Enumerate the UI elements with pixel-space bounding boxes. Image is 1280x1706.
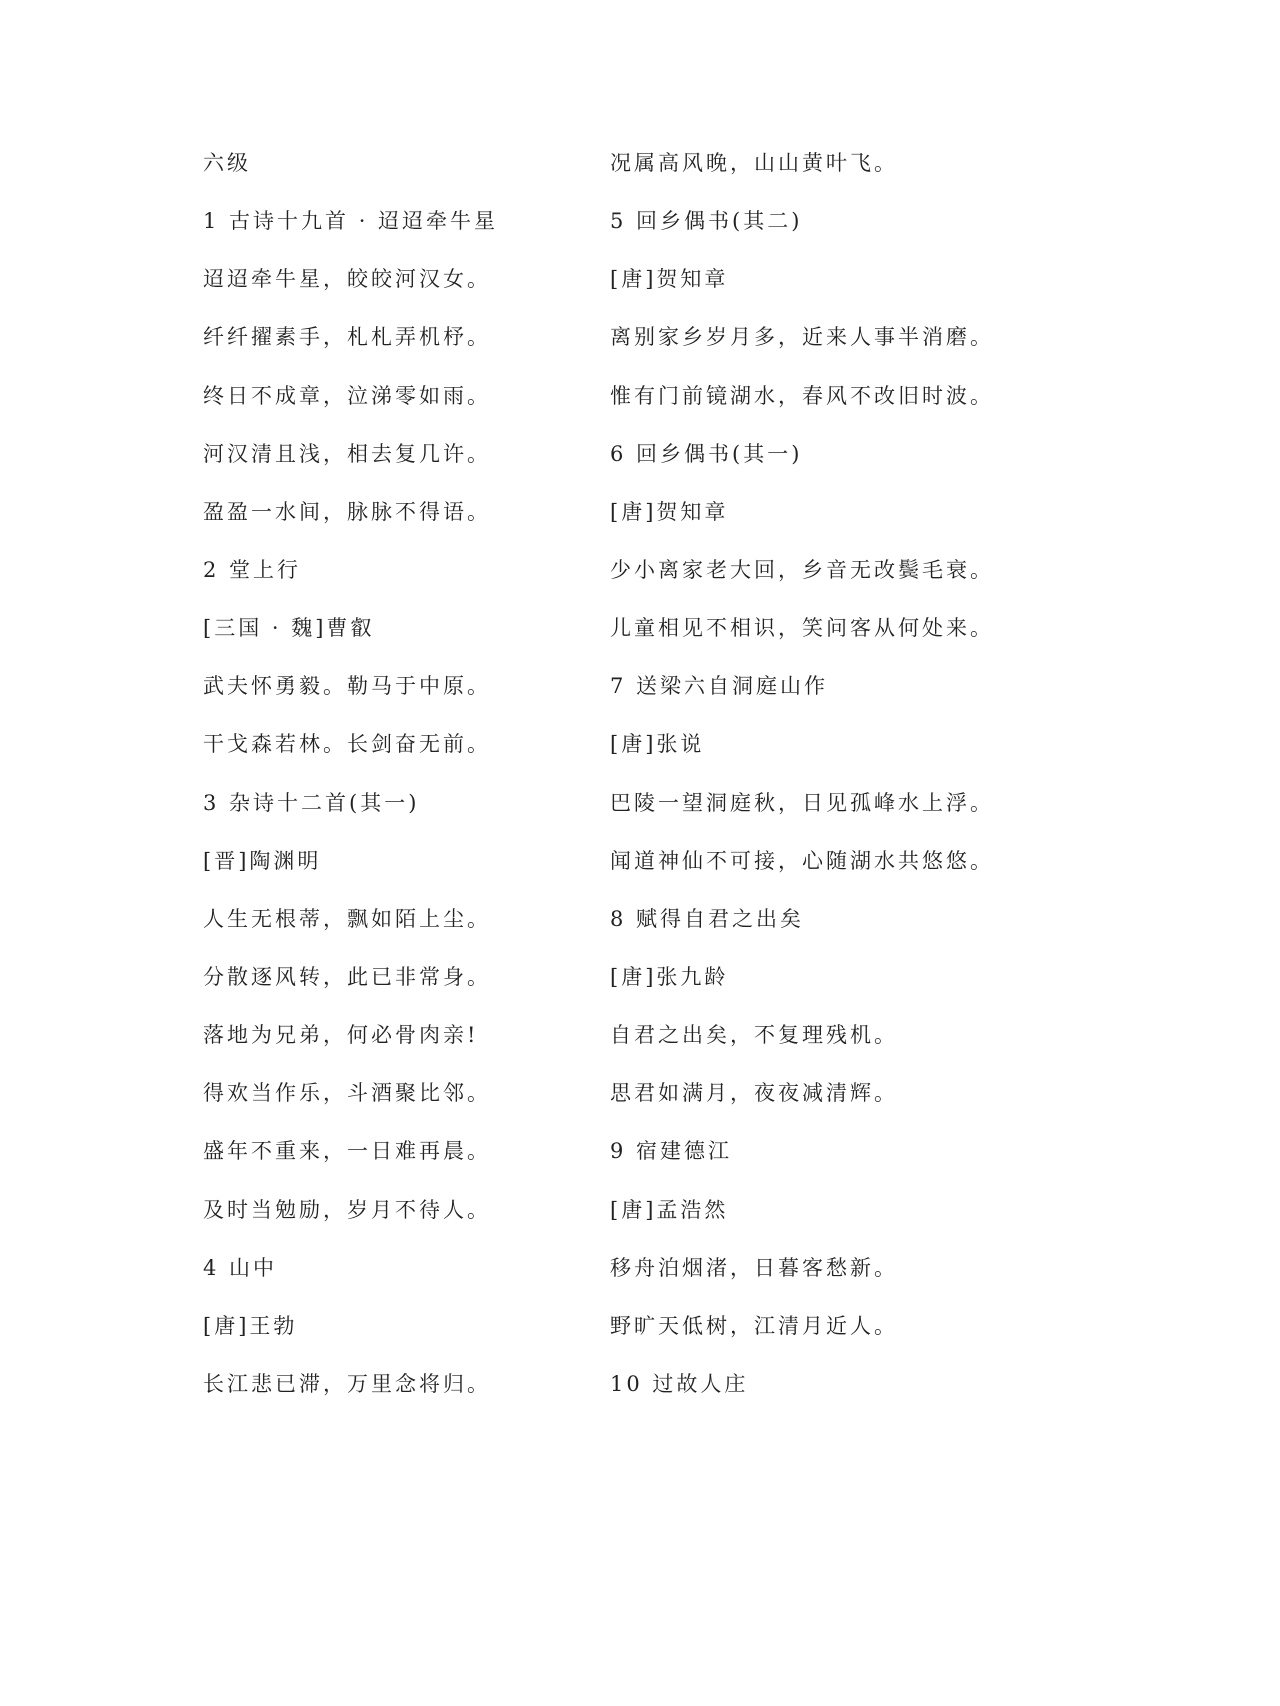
- text-line: 自君之出矣，不复理残机。: [610, 1023, 898, 1048]
- text-line: [唐]王勃: [203, 1313, 298, 1338]
- text-line: [晋]陶渊明: [203, 848, 322, 873]
- text-line: 9 宿建德江: [610, 1139, 733, 1164]
- text-line: 5 回乡偶书(其二): [610, 209, 803, 234]
- text-line: 况属高风晚，山山黄叶飞。: [610, 151, 898, 175]
- text-line: 长江悲已滞，万里念将归。: [203, 1371, 491, 1396]
- text-line: 6 回乡偶书(其一): [610, 441, 803, 466]
- right-column: [610, 148, 994, 1427]
- text-line: 六级: [203, 151, 251, 175]
- text-line: [三国 · 魏]曹叡: [203, 616, 375, 641]
- text-line: 迢迢牵牛星，皎皎河汉女。: [203, 267, 491, 292]
- text-line: 儿童相见不相识，笑问客从何处来。: [610, 616, 994, 641]
- text-line: 思君如满月，夜夜减清辉。: [610, 1081, 898, 1106]
- text-line: 河汉清且浅，相去复几许。: [203, 441, 491, 466]
- text-line: 得欢当作乐，斗酒聚比邻。: [203, 1081, 491, 1106]
- text-line: 3 杂诗十二首(其一): [203, 790, 420, 815]
- text-line: 巴陵一望洞庭秋，日见孤峰水上浮。: [610, 790, 994, 815]
- text-line: [唐]张说: [610, 732, 705, 757]
- text-line: 干戈森若林。长剑奋无前。: [203, 732, 491, 757]
- text-line: 1 古诗十九首 · 迢迢牵牛星: [203, 209, 499, 234]
- text-line: 8 赋得自君之出矣: [610, 906, 805, 931]
- left-column: [203, 148, 498, 1427]
- text-line: 终日不成章，泣涕零如雨。: [203, 383, 491, 408]
- text-line: [唐]贺知章: [610, 499, 729, 524]
- text-line: 落地为兄弟，何必骨肉亲!: [203, 1023, 479, 1048]
- text-line: 移舟泊烟渚，日暮客愁新。: [610, 1255, 898, 1280]
- text-line: 惟有门前镜湖水，春风不改旧时波。: [610, 383, 994, 408]
- text-line: 2 堂上行: [203, 557, 302, 582]
- text-line: 人生无根蒂，飘如陌上尘。: [203, 906, 491, 931]
- text-line: 野旷天低树，江清月近人。: [610, 1313, 898, 1338]
- text-line: 离别家乡岁月多，近来人事半消磨。: [610, 325, 994, 350]
- text-line: [唐]张九龄: [610, 964, 729, 989]
- text-line: 7 送梁六自洞庭山作: [610, 674, 829, 699]
- text-line: [唐]孟浩然: [610, 1197, 729, 1222]
- text-line: 闻道神仙不可接，心随湖水共悠悠。: [610, 848, 994, 873]
- text-line: 盛年不重来，一日难再晨。: [203, 1139, 491, 1164]
- text-line: 10 过故人庄: [610, 1371, 749, 1396]
- text-line: 少小离家老大回，乡音无改鬓毛衰。: [610, 557, 994, 582]
- text-line: 武夫怀勇毅。勒马于中原。: [203, 674, 491, 699]
- text-line: 4 山中: [203, 1255, 278, 1280]
- text-line: [唐]贺知章: [610, 267, 729, 292]
- text-line: 及时当勉励，岁月不待人。: [203, 1197, 491, 1222]
- text-line: 分散逐风转，此已非常身。: [203, 964, 491, 989]
- text-line: 盈盈一水间，脉脉不得语。: [203, 499, 491, 524]
- text-line: 纤纤擢素手，札札弄机杼。: [203, 325, 491, 350]
